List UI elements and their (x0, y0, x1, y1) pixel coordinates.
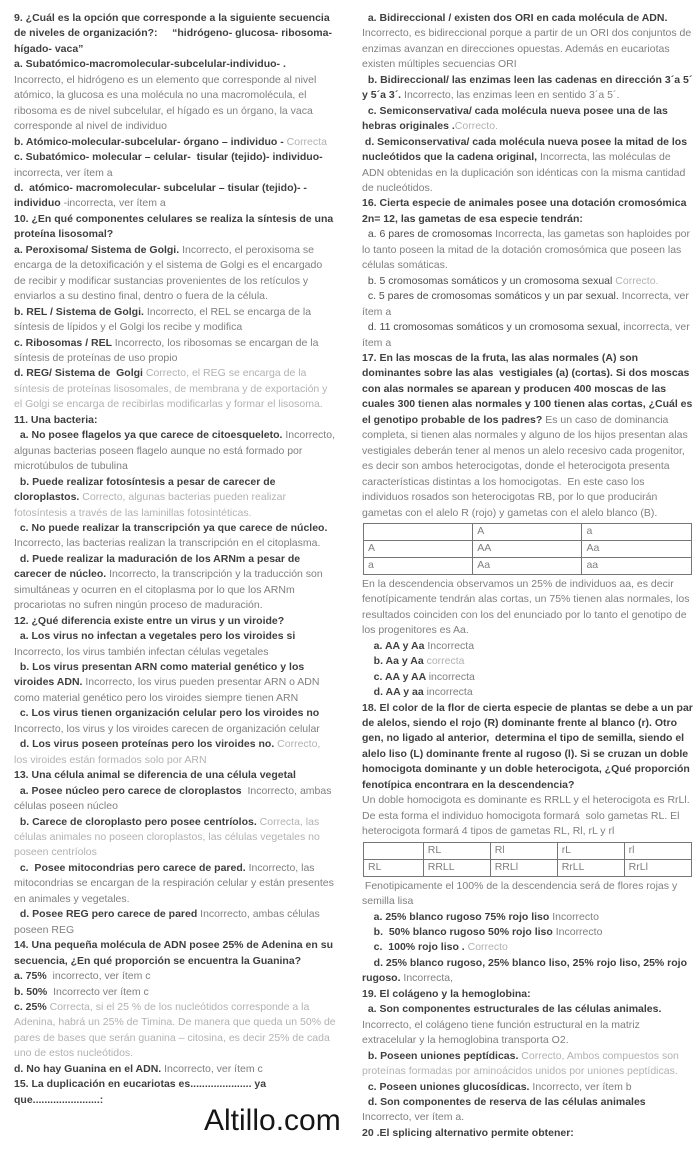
q18-option-d (362, 956, 694, 987)
answer-text: incorrecta (426, 686, 473, 699)
q9-option-a (14, 57, 336, 134)
answer-text: b. REL / Sistema de Golgi. (14, 305, 147, 318)
q18-explanation-1 (362, 793, 694, 839)
q11-option-a (14, 428, 336, 474)
answer-text: a. Posee núcleo pero carece de cloroplastos (14, 784, 248, 797)
answer-text: c. Los virus tienen organización celular pero los viroides no (14, 707, 323, 720)
table-cell (364, 523, 473, 540)
question-text: 14. Una pequeña molécula de ADN posee 25% de Adenina en su secuencia, ¿En qué proporción se encuentra la Guanina? (14, 939, 336, 967)
answer-text: Correcto (467, 941, 508, 954)
answer-text: Incorrecto, es bidireccional porque a partir de un ORI dos conjuntos de enzimas avanzan en direcciones opuestas. Además en eucariotas existen múltiples secuencias ORI (362, 27, 695, 71)
answer-text: Incorrecta, las gametas son haploides por lo tanto poseen la mitad de la dotación cromosómica que poseen las células somáticas. (362, 228, 693, 272)
answer-text: d. Puede realizar la maduración de los ARNm a pesar de carecer de núcleo. (14, 552, 304, 581)
answer-text: c. AA y AA (362, 670, 429, 683)
answer-text: d. Semiconservativa/ cada molécula nueva posee la mitad de los nucleótidos que la cadena original, (362, 135, 690, 164)
q10-option-c (14, 336, 336, 367)
answer-text: Incorrecto, las enzimas leen en sentido 3´a 5´. (404, 89, 620, 102)
q18-option-b (362, 925, 694, 940)
q11-option-b (14, 475, 336, 521)
q19-option-b (362, 1049, 694, 1080)
answer-text: d. 11 cromosomas somáticos y un cromosoma sexual, (362, 321, 624, 334)
q16-option-a (362, 227, 694, 273)
answer-text: d. AA y aa (362, 686, 427, 699)
table-row (364, 523, 692, 540)
answer-text: Incorrecto, el REL se encarga de la síntesis de lípidos y el Golgi los recibe y modifica (14, 305, 314, 334)
question-19-heading (362, 987, 694, 1002)
answer-text: Incorrecto, ambas células poseen núcleo (14, 784, 335, 813)
answer-text: Incorrecto, los virus pueden presentar ARN o ADN como material genético pero los viroides siempre tienen ARN (14, 676, 323, 704)
q19-option-c (362, 1080, 694, 1095)
answer-text: Incorrecto, ver ítem c (164, 1062, 263, 1075)
answer-text: correcta (426, 655, 465, 668)
answer-text: En la descendencia observamos un 25% de individuos aa, es decir fenotípicamente tendrán alas cortas, un 75% tienen alas normales, los resultados coinciden con los del enunciado por lo tanto el genotipo de los progenitores es Aa. (362, 577, 693, 637)
answer-text: Un doble homocigota es dominante es RRLL y el heterocigota es RrLl. De esta forma el individuo homocigota formará solo gametas RL. El heterocigota formará 4 tipos de gametas RL, Rl, rL y rl (362, 794, 693, 838)
question-text: 18. El color de la flor de cierta especie de plantas se debe a un par de alelos, siendo el rojo (R) dominante frente al blanco (r). Otro gen, no ligado al anterior, determina el tipo de semilla, siendo el alelo liso (L) dominante frente al rugoso (l). Si se cruzan un doble homocigota dominante y un doble heterocigota, ¿Qué proporción fenotípica encontrara en la descendencia? (362, 701, 696, 791)
answer-text: Incorrecta, (403, 972, 454, 985)
q9-option-c (14, 150, 336, 181)
answer-text: Incorrecto ver ítem c (53, 985, 149, 998)
answer-text: Incorrecto, el hidrógeno es un elemento que corresponde al nivel atómico, la glucosa es una molécula no una macromolécula, el ribosoma es de nivel subcelular, el hígado es un órgano, la vaca corresponde al nivel de individuo (14, 73, 320, 133)
q15-option-b (362, 73, 694, 104)
answer-text: a. 25% blanco rugoso 75% rojo liso (362, 910, 553, 923)
q16-option-c (362, 289, 694, 320)
answer-text: Incorrecto (555, 926, 603, 939)
question-text: 17. En las moscas de la fruta, las alas normales (A) son dominantes sobre las alas vestigiales (a) (cortas). Si dos moscas con alas normales se aparean y producen 400 moscas de las cuales 300 tienen alas normales y 100 tienen alas cortas, ¿Cuál es el genotipo probable de los padres? (362, 351, 696, 426)
answer-text: b. Poseen uniones peptídicas. (362, 1049, 522, 1062)
answer-text: Incorrecto, los virus también infectan células vegetales (14, 645, 269, 658)
q9-option-b (14, 135, 336, 150)
answer-text: b. Carece de cloroplasto pero posee centríolos. (14, 815, 260, 828)
answer-text: Correcta, las células animales no poseen cloroplastos, las células vegetales no poseen centríolos (14, 815, 323, 859)
answer-text: incorrecta (428, 670, 475, 683)
answer-text: Incorrecto, las mitocondrias se encargan de la respiración celular y están presentes en animales y vegetales. (14, 861, 337, 905)
table-cell: Rl (490, 842, 557, 859)
answer-text: c. Subatómico- molecular – celular- tisular (tejido)- individuo- (14, 151, 323, 164)
answer-text: c. 25% (14, 1001, 50, 1013)
answer-text: c. Posee mitocondrias pero carece de pared. (14, 861, 249, 874)
question-18-heading (362, 701, 694, 794)
answer-text: Incorrecto (552, 910, 599, 923)
answer-text: Incorrecta (427, 639, 475, 652)
answer-text: b. 50% blanco rugoso 50% rojo liso (362, 926, 556, 939)
q11-option-d (14, 552, 336, 614)
table-cell: A (473, 523, 582, 540)
q13-option-b (14, 815, 336, 861)
answer-text: d. Posee REG pero carece de pared (14, 908, 201, 921)
answer-text: Incorrecto, ver ítem b (532, 1080, 632, 1093)
table-cell: RRLl (490, 859, 557, 876)
answer-text: c. 100% rojo liso . (362, 941, 468, 954)
table-cell: Aa (473, 557, 582, 574)
table-row (364, 859, 692, 876)
answer-text: Incorrecta, ver ítem a (362, 290, 692, 318)
q17-option-c (362, 670, 694, 685)
q16-option-b (362, 274, 694, 289)
answer-text: incorrecta, ver ítem a (362, 321, 693, 349)
table-row (364, 540, 692, 557)
answer-text: c. Semiconservativa/ cada molécula nueva posee una de las hebras originales . (362, 104, 671, 133)
table-cell: RL (423, 842, 490, 859)
q18-option-a (362, 910, 694, 925)
answer-text: a. AA y Aa (362, 639, 428, 652)
answer-text: b. Aa y Aa (362, 655, 427, 668)
answer-text: a. 75% (14, 970, 53, 983)
q19-option-a (362, 1002, 694, 1048)
question-text: 12. ¿Qué diferencia existe entre un virus y un viroide? (14, 614, 285, 627)
answer-text: Incorrecto, los virus y los viroides carecen de organización celular (14, 722, 320, 735)
q13-option-d (14, 907, 336, 938)
question-text: 10. ¿En qué componentes celulares se realiza la síntesis de una proteína lisosomal? (14, 212, 337, 241)
answer-text: incorrecto, ver ítem c (52, 970, 151, 983)
answer-text: Correcta, si el 25 % de los nucleótidos corresponde a la Adenina, habrá un 25% de Timina. De manera que queda un 50% de pares de bases que serán guanina – citosina, es decir 25% de cada uno de estos nucleótidos. (14, 1001, 339, 1060)
table-cell: a (582, 523, 691, 540)
answer-text: d. Son componentes de reserva de las células animales (362, 1096, 649, 1108)
q11-option-c (14, 521, 336, 552)
question-16-heading (362, 196, 694, 227)
question-20-heading (362, 1126, 694, 1141)
question-text: 20 .El splicing alternativo permite obtener: (362, 1126, 574, 1139)
answer-text: Incorrecto, la transcripción y la traducción son simultáneas y ocurren en el citoplasma por lo que los ARNm procariotas no sufren ningún proceso de maduración. (14, 568, 326, 612)
q17-explanation (362, 577, 694, 639)
q17-option-b (362, 654, 694, 669)
question-14-heading (14, 938, 336, 969)
right-column (362, 11, 694, 1141)
answer-text: d. 25% blanco rugoso, 25% blanco liso, 25% rojo liso, 25% rojo rugoso. (362, 956, 690, 985)
answer-text: b. 5 cromosomas somáticos y un cromosoma sexual (362, 274, 616, 287)
question-text: 15. La duplicación en eucariotas es..................... ya que.......................: (14, 1078, 270, 1106)
answer-text: c. 5 pares de cromosomas somáticos y un par sexual. (362, 290, 622, 303)
q13-option-a (14, 784, 336, 815)
answer-text: Correcta (286, 135, 327, 148)
q10-option-b (14, 305, 336, 336)
question-text: 19. El colágeno y la hemoglobina: (362, 987, 531, 1000)
answer-text: a. 6 pares de cromosomas (362, 228, 496, 241)
q15-option-d (362, 135, 694, 197)
q12-option-c (14, 706, 336, 737)
table-cell: RRLL (423, 859, 490, 876)
answer-text: c. Poseen uniones glucosídicas. (362, 1080, 533, 1093)
table-cell: Aa (582, 540, 691, 557)
question-text: 9. ¿Cuál es la opción que corresponde a la siguiente secuencia de niveles de organización?: “hidrógeno- glucosa- ribosoma- hígado- vaca” (14, 12, 335, 55)
q10-option-a (14, 243, 336, 305)
answer-text: Incorrecto, ambas células poseen REG (14, 908, 323, 936)
table-cell (364, 842, 424, 859)
table-row (364, 557, 692, 574)
answer-text: Correcto, Ambos compuestos son proteínas formadas por aminoácidos unidos por uniones peptídicas. (362, 1049, 682, 1078)
question-text: 13. Una célula animal se diferencia de una célula vegetal (14, 769, 296, 782)
answer-text: Correcto, el REG se encarga de la síntesis de proteínas lisosomales, de membrana y de exportación y el Golgi se encarga de recibirlas modificarlas y formar el lisosoma. (14, 367, 331, 411)
answer-text: b. Atómico-molecular-subcelular- órgano – individuo - (14, 135, 287, 148)
q18-explanation-2 (362, 879, 694, 910)
q14-option-a (14, 969, 336, 984)
question-17-heading (362, 351, 694, 521)
q17-option-a (362, 639, 694, 654)
q14-option-c (14, 1000, 339, 1062)
table-row (364, 842, 692, 859)
q19-option-d (362, 1095, 694, 1126)
watermark-text: Altillo.com (204, 1104, 341, 1137)
answer-text: Incorrecta, las moléculas de ADN obtenidas en la duplicación son idénticas con la misma cantidad de nucleótidos. (362, 151, 689, 194)
answer-text: c. Ribosomas / REL (14, 336, 115, 349)
table-cell: rL (557, 842, 624, 859)
q18-punnett-table (363, 842, 692, 877)
answer-text: Incorrecto, el peroxisoma se encarga de la detoxificación y el sistema de Golgi es el encargado de recibir y modificar sustancias provenientes de los retículos y enviarlos a su destino final, dentro o fuera de la célula. (14, 243, 326, 303)
table-cell: AA (473, 540, 582, 557)
q12-option-b (14, 660, 336, 706)
q17-punnett-table (363, 523, 692, 575)
answer-text: Incorrecto, algunas bacterias poseen flagelo aunque no está formado por microtúbulos de tubulina (14, 429, 338, 473)
question-text: 16. Cierta especie de animales posee una dotación cromosómica 2n= 12, las gametas de esa especie tendrán: (362, 197, 690, 225)
answer-text: b. Bidireccional/ las enzimas leen las cadenas en dirección 3´a 5´ y 5´a 3´. (362, 73, 696, 102)
answer-text: a. Subatómico-macromolecular-subcelular-individuo- . (14, 58, 289, 71)
answer-text: Incorrecto, las bacterias realizan la transcripción en el citoplasma. (14, 537, 321, 550)
table-cell: aa (582, 557, 691, 574)
table-cell: RrLL (557, 859, 624, 876)
question-9-heading (14, 11, 336, 57)
answer-text: d. atómico- macromolecular- subcelular – tisular (tejido)- - individuo (14, 181, 310, 210)
q12-option-a (14, 629, 336, 660)
answer-text: a. No posee flagelos ya que carece de citoesqueleto. (14, 429, 286, 442)
answer-text: Incorrecto, el colágeno tiene función estructural en la matriz extracelular y la hemoglobina transporta O2. (362, 1018, 643, 1047)
q16-option-d (362, 320, 694, 351)
answer-text: Es un caso de dominancia completa, si tienen alas normales y alguno de los hijos presentan alas vestigiales deberán tener al menos un alelo recesivo cada progenitor, es decir son ambos heterocigotas, donde el heterocigota presenta características distintas a los homocigotas. En este caso los individuos rosados son heterocigotas RB, por lo que producirán gametas con el alelo R (rojo) y gametas con el alelo blanco (B). (362, 413, 691, 519)
answer-text: Incorrecto, los ribosomas se encargan de la síntesis de proteínas de uso propio (14, 336, 322, 364)
q18-option-c (362, 940, 694, 955)
table-cell: a (364, 557, 473, 574)
q13-option-c (14, 861, 336, 907)
table-cell: RL (364, 859, 424, 876)
q17-option-d (362, 685, 694, 700)
answer-text: Fenotipicamente el 100% de la descendencia será de flores rojas y semilla lisa (362, 879, 681, 908)
answer-text: a. Peroxisoma/ Sistema de Golgi. (14, 243, 183, 256)
question-12-heading (14, 614, 336, 629)
q14-option-d (14, 1062, 336, 1077)
answer-text: Correcto. (615, 274, 659, 287)
answer-text: incorrecta, ver ítem a (14, 166, 113, 179)
question-text: 11. Una bacteria: (14, 413, 98, 426)
answer-text: -incorrecta, ver ítem a (63, 197, 166, 210)
answer-text: Correcto. (454, 120, 498, 133)
answer-text: d. Los virus poseen proteínas pero los viroides no. (14, 738, 278, 751)
q10-option-d (14, 366, 336, 412)
answer-text: d. No hay Guanina en el ADN. (14, 1062, 165, 1075)
q9-option-d (14, 181, 336, 212)
q14-option-b (14, 985, 336, 1000)
answer-text: Incorrecto, ver ítem a. (362, 1111, 465, 1124)
q15-option-a (362, 11, 694, 73)
answer-text: Correcto, algunas bacterias pueden realizar fotosíntesis a través de las laminillas fotosintéticas. (14, 491, 289, 519)
question-13-heading (14, 768, 336, 783)
table-cell: RrLl (624, 859, 691, 876)
answer-text: d. REG/ Sistema de Golgi (14, 367, 146, 380)
answer-text: b. Puede realizar fotosíntesis a pesar de carecer de cloroplastos. (14, 475, 279, 504)
answer-text: b. Los virus presentan ARN como material genético y los viroides ADN. (14, 661, 308, 689)
answer-text: c. No puede realizar la transcripción ya que carece de núcleo. (14, 521, 331, 534)
left-column (14, 11, 339, 1141)
answer-text: a. Son componentes estructurales de las células animales. (362, 1003, 665, 1016)
table-cell: A (364, 540, 473, 557)
question-11-heading (14, 413, 336, 428)
question-10-heading (14, 212, 336, 243)
q12-option-d (14, 737, 336, 768)
answer-text: a. Los virus no infectan a vegetales pero los viroides si (14, 630, 299, 643)
q15-option-c (362, 104, 694, 135)
answer-text: Correcto, los viroides están formados solo por ARN (14, 738, 324, 766)
table-cell: rl (624, 842, 691, 859)
answer-text: b. 50% (14, 985, 54, 998)
answer-text: a. Bidireccional / existen dos ORI en cada molécula de ADN. (362, 12, 671, 24)
